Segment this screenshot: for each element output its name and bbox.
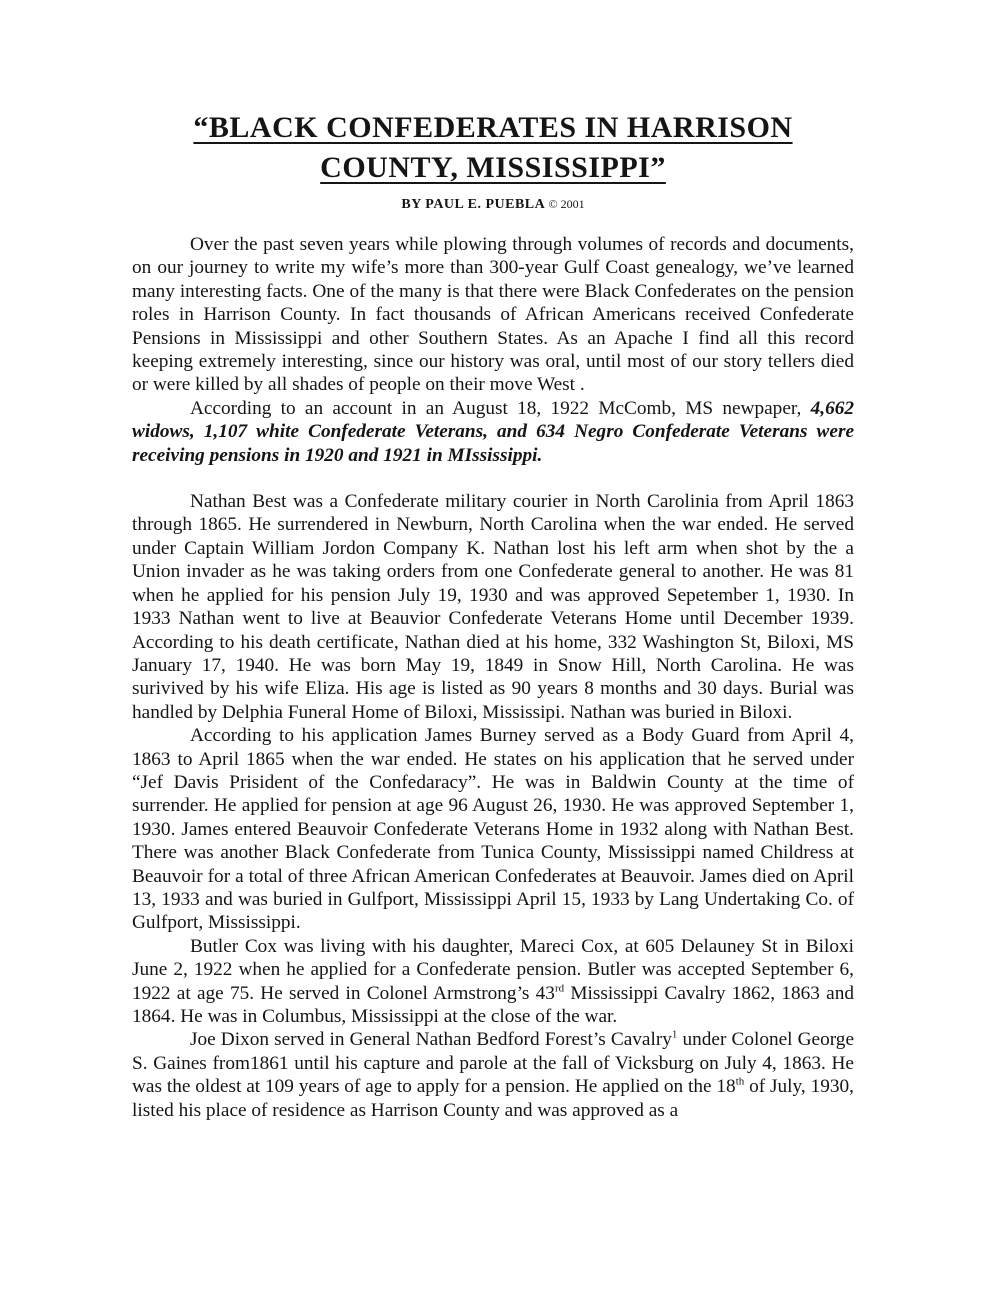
pension-statistics-lead: According to an account in an August 18, 1922 McComb, MS newpaper, [190, 397, 802, 419]
paragraph-pension-statistics [132, 397, 854, 467]
byline-copyright: © 2001 [548, 197, 585, 211]
footnote-marker-1: 1 [671, 1028, 678, 1041]
pension-statistics-emphasis: 4,662 widows, 1,107 white Confederate Veterans, and 634 Negro Confederate Veterans were receiving pensions in 1920 and 1921 in MIssissippi. [132, 397, 854, 466]
document-body [132, 233, 854, 1122]
byline [132, 196, 854, 213]
superscript-rd: rd [554, 982, 565, 995]
paragraph-joe-dixon [132, 1028, 854, 1122]
paragraph-butler-cox [132, 935, 854, 1029]
paragraph-nathan-best: Nathan Best was a Confederate military courier in North Carolinia from April 1863 through 1865. He surrendered in Newburn, North Carolina when the war ended. He served under Captain William Jordon Company K. Nathan lost his left arm when shot by the a Union invader as he was taking orders from one Confederate general to another. He was 81 when he applied for his pension July 19, 1930 and was approved Sepetember 1, 1930. In 1933 Nathan went to live at Beauvior Confederate Veterans Home until December 1939. According to his death certificate, Nathan died at his home, 332 Washington St, Biloxi, MS January 17, 1940. He was born May 19, 1849 in Snow Hill, North Carolina. He was surivived by his wife Eliza. His age is listed as 90 years 8 months and 30 days. Burial was handled by Delphia Funeral Home of Biloxi, Mississipi. Nathan was buried in Biloxi. [132, 491, 854, 723]
paragraph-intro: Over the past seven years while plowing through volumes of records and documents, on our journey to write my wife’s more than 300-year Gulf Coast genealogy, we’ve learned many interesting facts. One of the many is that there were Black Confederates on the pension roles in Harrison County. In fact thousands of African Americans received Confederate Pensions in Mississippi and other Southern States. As an Apache I find all this record keeping extremely interesting, since our history was oral, until most of our story tellers died or were killed by all shades of people on their move West . [132, 234, 854, 396]
joe-dixon-text-b: under Colonel George S. Gaines from1861 until his capture and parole at the fall of Vicksburg on July 4, 1863. He was the oldest at 109 years of age to apply for a pension. He applied on the 18 [132, 1029, 854, 1098]
title-line-2: COUNTY, MISSISSIPPI” [320, 151, 666, 184]
superscript-th: th [735, 1075, 745, 1088]
butler-cox-text-b: Mississippi Cavalry 1862, 1863 and 1864. He was in Columbus, Mississippi at the close of the war. [132, 982, 854, 1027]
paragraph-gap [132, 467, 854, 490]
butler-cox-text-a: Butler Cox was living with his daughter, Mareci Cox, at 605 Delauney St in Biloxi June 2, 1922 when he applied for a Confederate pension. Butler was accepted September 6, 1922 at age 75. He served in Colonel Armstrong’s 43 [132, 935, 854, 1004]
byline-author: BY PAUL E. PUEBLA [401, 197, 546, 212]
title-line-1: “BLACK CONFEDERATES IN HARRISON [193, 111, 793, 144]
paragraph-james-burney: According to his application James Burney served as a Body Guard from April 4, 1863 to April 1865 when the war ended. He states on his application that he served under “Jef Davis Prisident of the Confedaracy”. He was in Baldwin County at the time of surrender. He applied for pension at age 96 August 26, 1930. He was approved September 1, 1930. James entered Beauvoir Confederate Veterans Home in 1932 along with Nathan Best. There was another Black Confederate from Tunica County, Mississippi named Childress at Beauvoir for a total of three African American Confederates at Beauvoir. James died on April 13, 1933 and was buried in Gulfport, Mississippi April 15, 1933 by Lang Undertaking Co. of Gulfport, Mississippi. [132, 725, 854, 934]
joe-dixon-text-c: of July, 1930, listed his place of residence as Harrison County and was approved as a [132, 1076, 855, 1121]
joe-dixon-text-a: Joe Dixon served in General Nathan Bedford Forest’s Cavalry [190, 1029, 672, 1051]
document-page [132, 108, 854, 1122]
document-title [132, 108, 854, 188]
